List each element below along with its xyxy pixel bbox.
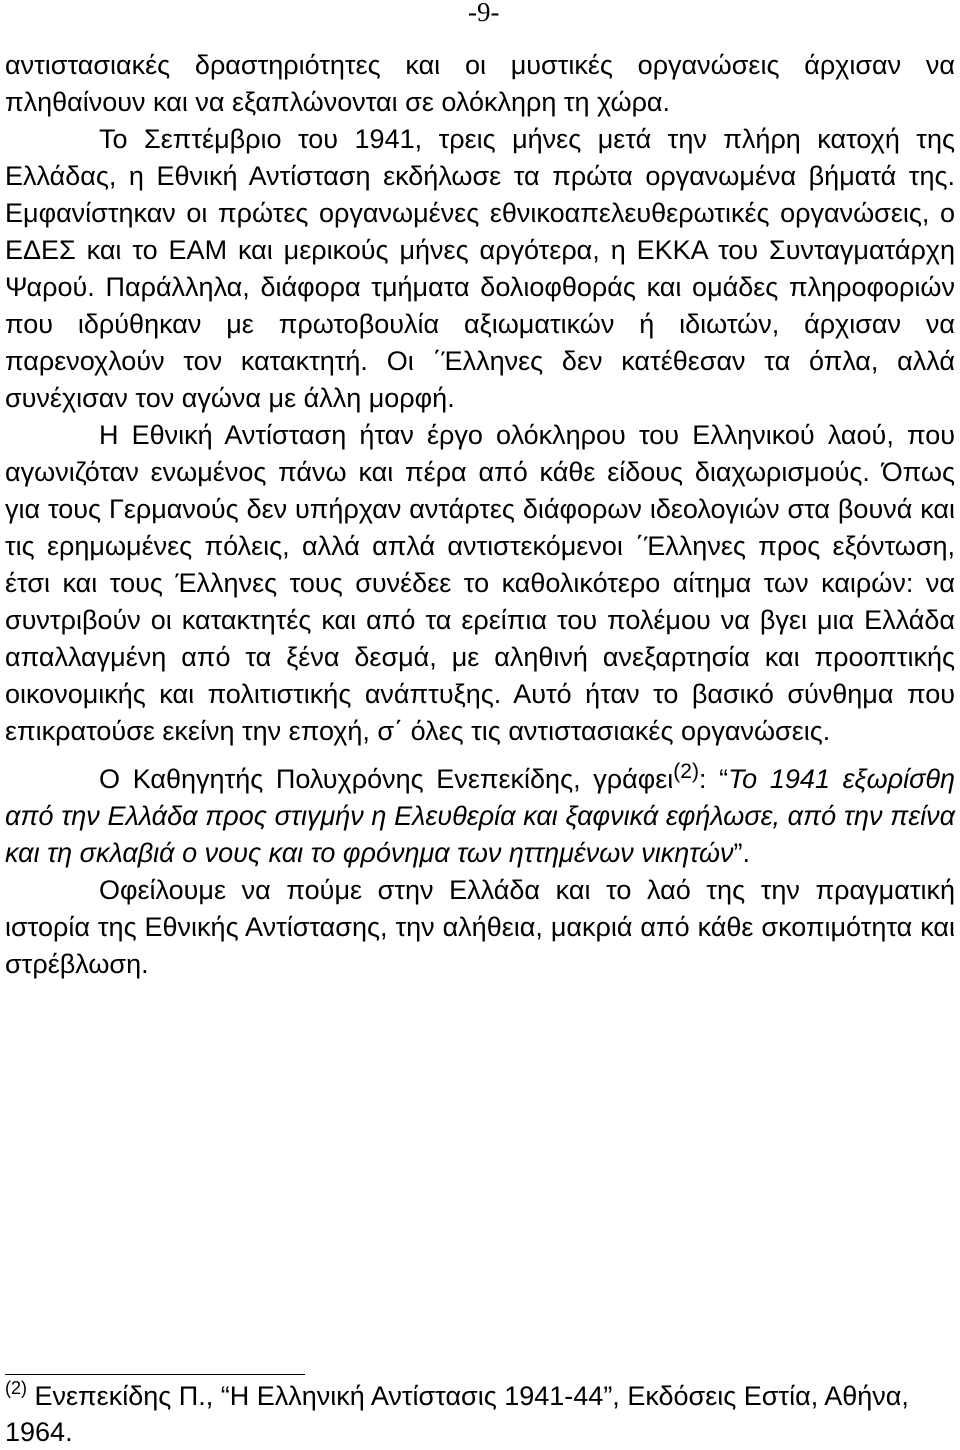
footnote-marker: (2) [5, 1378, 27, 1398]
footnote [5, 1378, 955, 1450]
paragraph-3: Η Εθνική Αντίσταση ήταν έργο ολόκληρου του Ελληνικού λαού, που αγωνιζόταν ενωμένος πάνω και πέρα από κάθε είδους διαχωρισμούς. Όπως για τους Γερμανούς δεν υπήρχαν αντάρτες διάφορων ιδεολογιών στα βουνά και τις ερημωμένες πόλεις, αλλά απλά αντιστεκόμενοι ΄Έλληνες προς εξόντωση, έτσι και τους Έλληνες τους συνέδεε το καθολικότερο αίτημα των καιρών: να συντριβούν οι κατακτητές και από τα ερείπια του πολέμου να βγει μια Ελλάδα απαλλαγμένη από τα ξένα δεσμά, με αληθινή ανεξαρτησία και προοπτικής οικονομικής και πολιτιστικής ανάπτυξης. Αυτό ήταν το βασικό σύνθημα που επικρατούσε εκείνη την εποχή, σ΄ όλες τις αντιστασιακές οργανώσεις. [5, 420, 955, 746]
footnote-text: Ενεπεκίδης Π., “Η Ελληνική Αντίστασις 1941-44”, Εκδόσεις Εστία, Αθήνα, 1964. [5, 1381, 909, 1447]
paragraph-2: Το Σεπτέμβριο του 1941, τρεις μήνες μετά την πλήρη κατοχή της Ελλάδας, η Εθνική Αντίσταση εκδήλωσε τα πρώτα οργανωμένα βήματά της. Εμφανίστηκαν οι πρώτες οργανωμένες εθνικοαπελευθερωτικές οργανώσεις, ο ΕΔΕΣ και το ΕΑΜ και μερικούς μήνες αργότερα, η ΕΚΚΑ του Συνταγματάρχη Ψαρού. Παράλληλα, διάφορα τμήματα δολιοφθοράς και ομάδες πληροφοριών που ιδρύθηκαν με πρωτοβουλία αξιωματικών ή ιδιωτών, άρχισαν να παρενοχλούν τον κατακτητή. Οι ΄Έλληνες δεν κατέθεσαν τα όπλα, αλλά συνέχισαν τον αγώνα με άλλη μορφή. [5, 124, 955, 413]
paragraph-5: Οφείλουμε να πούμε στην Ελλάδα και το λαό της την πραγματική ιστορία της Εθνικής Αντίστασης, την αλήθεια, μακριά από κάθε σκοπιμότητα και στρέβλωση. [5, 875, 955, 979]
paragraph-1: αντιστασιακές δραστηριότητες και οι μυστικές οργανώσεις άρχισαν να πληθαίνουν και να εξαπλώνονται σε ολόκληρη τη χώρα. [5, 50, 955, 117]
quotation-end: ”. [733, 838, 750, 868]
paragraph-4-lead: Ο Καθηγητής Πολυχρόνης Ενεπεκίδης, γράφει [99, 764, 674, 794]
quotation: Το 1941 εξωρίσθη από την Ελλάδα προς στιγμήν η Ελευθερία και ξαφνικά εφήλωσε, από την πείνα και τη σκλαβιά ο νους και το φρόνημα των ηττημένων νικητών [5, 764, 955, 868]
paragraph-4 [5, 761, 955, 872]
body-text [5, 47, 955, 983]
footnote-divider [5, 1374, 305, 1375]
page-number: -9- [468, 0, 500, 27]
footnote-reference: (2) [673, 760, 699, 783]
paragraph-4-colon: : “ [698, 764, 729, 794]
